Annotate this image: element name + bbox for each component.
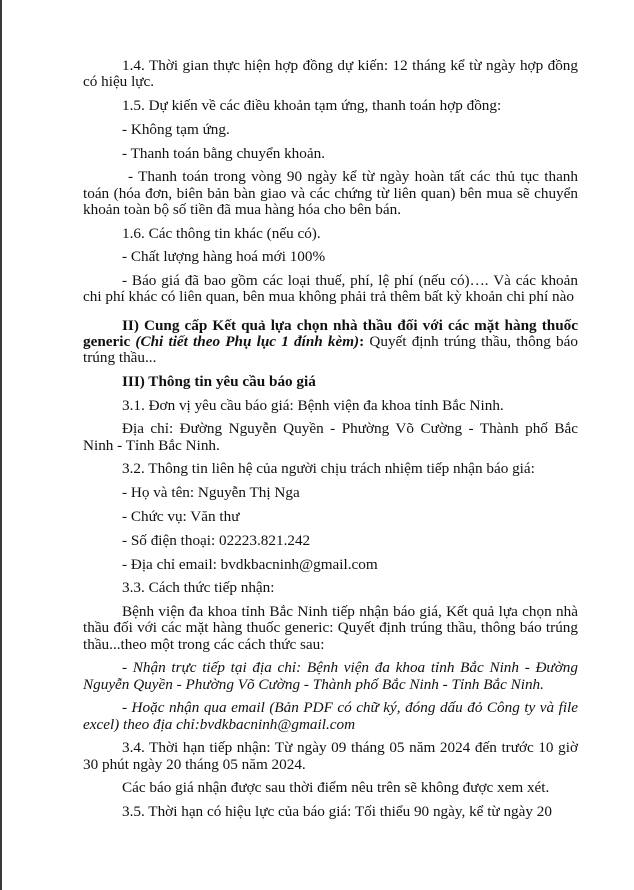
para-1-5-payment-terms: - Thanh toán trong vòng 90 ngày kể từ ngày hoàn tất các thủ tục thanh toán (hóa đơn, biên bản bàn giao và các chứng từ liên quan) bên mua sẽ chuyển khoản toàn bộ số tiền đã mua hàng hóa cho bên bán. [83,168,578,218]
contact-phone: - Số điện thoại: 02223.821.242 [122,531,311,549]
para-1-6: 1.6. Các thông tin khác (nếu có). [122,224,321,242]
section-3-heading: III) Thông tin yêu cầu báo giá [122,372,316,390]
para-3-3-in-person: - Nhận trực tiếp tại địa chỉ: Bệnh viện đa khoa tỉnh Bắc Ninh - Đường Nguyễn Quyền - Phường Võ Cường - Thành phố Bắc Ninh - Tỉnh Bắc Ninh. [83,659,578,693]
para-1-5-transfer: - Thanh toán bằng chuyển khoản. [122,144,326,162]
contact-email: - Địa chỉ email: bvdkbacninh@gmail.com [122,555,378,573]
contact-name: - Họ và tên: Nguyễn Thị Nga [122,484,300,502]
para-3-1-address: Địa chỉ: Đường Nguyễn Quyền - Phường Võ Cường - Thành phố Bắc Ninh - Tỉnh Bắc Ninh. [83,420,578,454]
para-1-5: 1.5. Dự kiến về các điều khoản tạm ứng, thanh toán hợp đồng: [122,97,502,114]
section-2-title: II) Cung cấp Kết quả lựa chọn nhà thầu đối với các mặt hàng thuốc generic [83,316,578,350]
para-3-3: 3.3. Cách thức tiếp nhận: [122,579,275,597]
para-1-5-no-advance: - Không tạm ứng. [122,120,230,138]
section-2-colon: : [359,332,365,350]
viewer-left-edge [0,0,2,890]
para-3-4-note: Các báo giá nhận được sau thời điểm nêu trên sẽ không được xem xét. [122,779,550,797]
section-2-appendix-note: (Chi tiết theo Phụ lục 1 đính kèm) [135,332,360,350]
para-3-2: 3.2. Thông tin liên hệ của người chịu trách nhiệm tiếp nhận báo giá: [122,460,535,478]
para-1-6-price-includes: - Báo giá đã bao gồm các loại thuế, phí, lệ phí (nếu có)…. Và các khoản chi phí khác có liên quan, bên mua không phải trả thêm bất kỳ khoản chi phí nào [83,272,578,306]
para-1-6-quality: - Chất lượng hàng hoá mới 100% [122,248,326,266]
section-2-body: Quyết định trúng thầu, thông báo trúng thầu... [83,332,578,366]
para-1-4: 1.4. Thời gian thực hiện hợp đồng dự kiến: 12 tháng kể từ ngày hợp đồng có hiệu lực. [83,57,578,91]
para-3-4: 3.4. Thời hạn tiếp nhận: Từ ngày 09 tháng 05 năm 2024 đến trước 10 giờ 30 phút ngày 20 tháng 05 năm 2024. [83,739,578,773]
para-3-5: 3.5. Thời hạn có hiệu lực của báo giá: Tối thiểu 90 ngày, kể từ ngày 20 [122,803,552,821]
document-page [83,58,578,828]
para-3-3-body: Bệnh viện đa khoa tỉnh Bắc Ninh tiếp nhận báo giá, Kết quả lựa chọn nhà thầu đối với các mặt hàng thuốc generic: Quyết định trúng thầu, thông báo trúng thầu...theo một trong các cách thức sau: [83,603,578,653]
section-2-heading [83,318,578,367]
para-3-3-email: - Hoặc nhận qua email (Bản PDF có chữ ký, đóng dấu đỏ Công ty và file excel) theo địa chỉ:bvdkbacninh@gmail.com [83,699,578,733]
contact-role: - Chức vụ: Văn thư [122,507,240,525]
para-3-1: 3.1. Đơn vị yêu cầu báo giá: Bệnh viện đa khoa tỉnh Bắc Ninh. [122,396,504,414]
